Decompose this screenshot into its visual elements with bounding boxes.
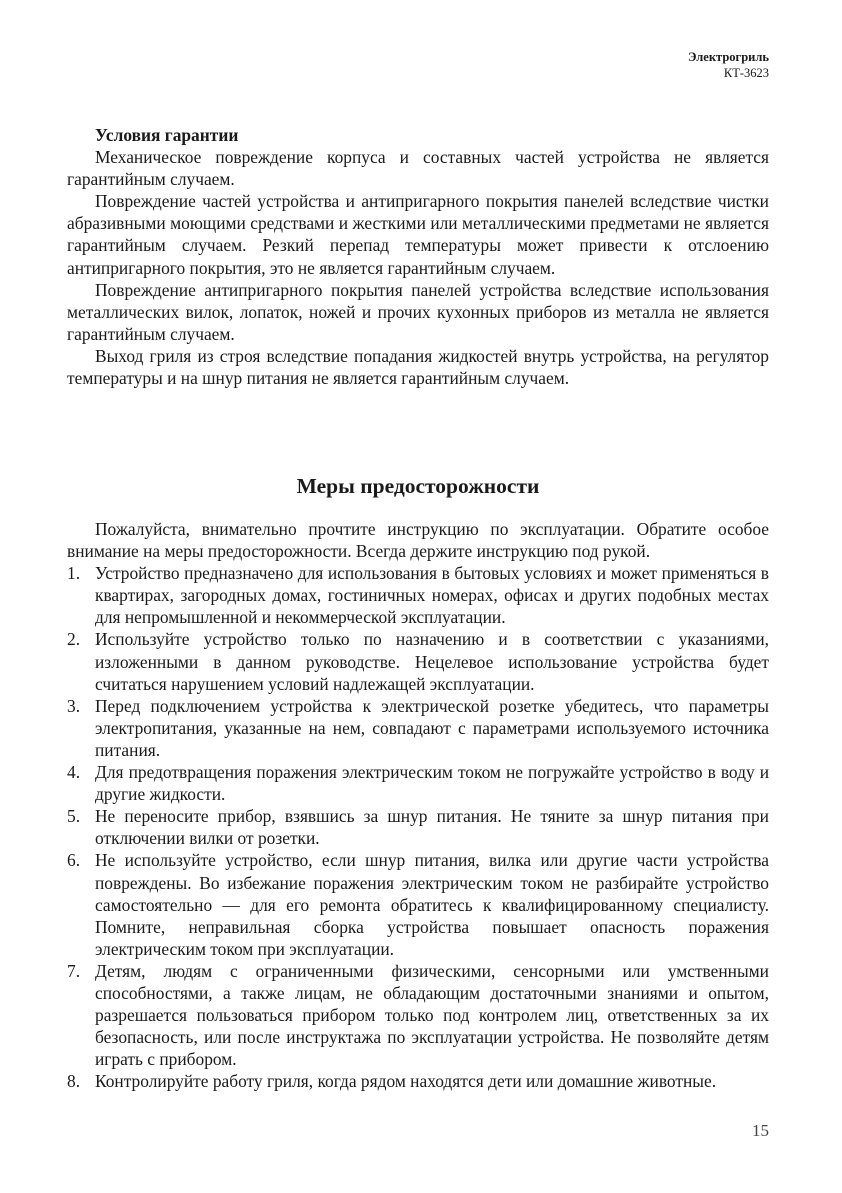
item-text: Перед подключением устройства к электрической розетке убедитесь, что параметры электропитания, указанные на нем, совпадают с параметрами используемого источника питания. — [95, 695, 769, 760]
warranty-paragraph: Выход гриля из строя вследствие попадания жидкостей внутрь устройства, на регулятор температуры и на шнур питания не является гарантийным случаем. — [67, 345, 769, 389]
precautions-section — [67, 518, 769, 1092]
item-text: Не используйте устройство, если шнур питания, вилка или другие части устройства повреждены. Во избежание поражения электрическим током не разбирайте устройство самостоятельно — для его ремонта обратитесь к квалифицированному специалисту. Помните, неправильная сборка устройства повышает опасность поражения электрическим током при эксплуатации. — [95, 850, 769, 959]
product-name: Электрогриль — [687, 50, 769, 64]
precautions-title: Меры предосторожности — [296, 474, 540, 498]
warranty-paragraph: Механическое повреждение корпуса и составных частей устройства не является гарантийным случаем. — [67, 147, 769, 190]
item-text: Для предотвращения поражения электрическим током не погружайте устройство в воду и другие жидкости. — [95, 762, 769, 805]
list-item — [67, 1070, 769, 1092]
page-number: 15 — [752, 1121, 769, 1140]
item-text: Детям, людям с ограниченными физическими, сенсорными или умственными способностями, а также лицам, не обладающим достаточными знаниями и опытом, разрешается пользоваться прибором только под контролем лиц, ответственных за их безопасность, или после инструктажа по эксплуатации устройства. Не позволяйте детям играть с прибором. — [95, 960, 769, 1070]
item-text: Не переносите прибор, взявшись за шнур питания. Не тяните за шнур питания при отключении вилки от розетки. — [95, 806, 769, 849]
item-number: 6. — [67, 850, 81, 871]
warranty-paragraph: Повреждение антипригарного покрытия панелей устройства вследствие использования металлических вилок, лопаток, ножей и прочих кухонных приборов из металла не является гарантийным случаем. — [67, 279, 769, 344]
list-item — [67, 960, 769, 1070]
item-number: 4. — [67, 762, 81, 783]
item-text: Используйте устройство только по назначению и в соответствии с указаниями, изложенными в данном руководстве. Нецелевое использование устройства будет считаться нарушением условий надлежащей эксплуатации. — [95, 629, 769, 694]
precautions-intro: Пожалуйста, внимательно прочтите инструкцию по эксплуатации. Обратите особое внимание на меры предосторожности. Всегда держите инструкцию под рукой. — [67, 519, 769, 562]
warranty-title: Условия гарантии — [95, 125, 239, 145]
list-item — [67, 628, 769, 694]
precautions-list — [67, 562, 769, 1092]
item-number: 3. — [67, 695, 81, 716]
warranty-paragraph: Повреждение частей устройства и антипригарного покрытия панелей вследствие чистки абразивными моющими средствами и жесткими или металлическими предметами не является гарантийным случаем. Резкий перепад температуры может привести к отслоению антипригарного покрытия, это не является гарантийным случаем. — [67, 191, 769, 278]
list-item — [67, 805, 769, 849]
warranty-section — [67, 124, 769, 389]
item-number: 8. — [67, 1071, 81, 1092]
product-model: КТ-3623 — [723, 66, 769, 80]
list-item — [67, 849, 769, 959]
item-number: 7. — [67, 960, 81, 981]
list-item — [67, 761, 769, 805]
list-item — [67, 695, 769, 761]
item-text: Контролируйте работу гриля, когда рядом находятся дети или домашние животные. — [95, 1071, 717, 1092]
item-text: Устройство предназначено для использования в бытовых условиях и может применяться в квартирах, загородных домах, гостиничных номерах, офисах и других подобных местах для непромышленной и некоммерческой эксплуатации. — [95, 563, 769, 628]
item-number: 2. — [67, 629, 81, 650]
item-number: 5. — [67, 806, 81, 827]
list-item — [67, 562, 769, 628]
running-header — [688, 49, 769, 81]
item-number: 1. — [67, 563, 81, 584]
